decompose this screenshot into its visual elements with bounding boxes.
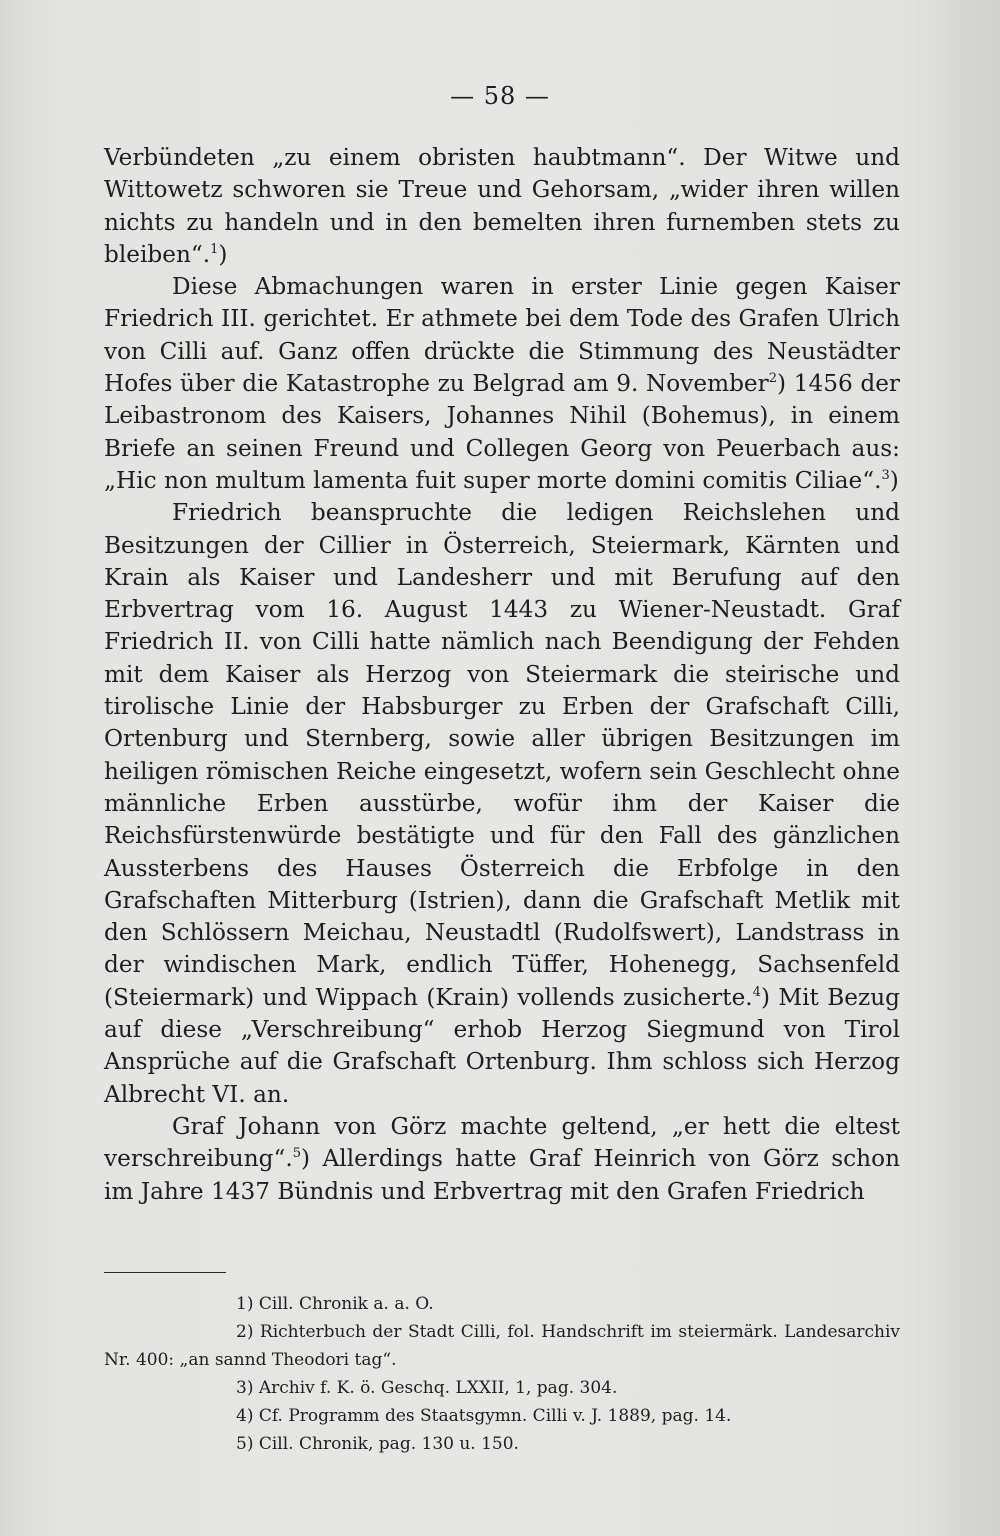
footnote-3-text: Archiv f. K. ö. Geschq. LXXII, 1, pag. 304.	[253, 1378, 618, 1398]
paragraph-2-text-cont: 1456 der Leibastronom des Kaisers, Johannes Nihil (Bohemus), in einem Briefe an seinen Freund und Collegen Georg von Peuerbach aus: „Hic non multum lamenta fuit super morte domini comitis Ciliae“.	[104, 370, 900, 494]
footnote-5-mark: 5)	[236, 1434, 254, 1454]
page-number: — 58 —	[450, 82, 550, 110]
footnote-ref-2-paren: )	[777, 370, 787, 398]
footnote-ref-5-paren: )	[301, 1145, 311, 1173]
footnote-3-mark: 3)	[236, 1378, 254, 1398]
paragraph-1	[104, 142, 900, 271]
footnote-4	[104, 1402, 900, 1430]
footnote-ref-1-paren: )	[218, 240, 228, 268]
footnote-2	[104, 1318, 900, 1374]
footnote-ref-3: 3	[881, 467, 890, 483]
footnote-ref-1: 1	[210, 241, 219, 257]
footnote-4-text: Cf. Programm des Staatsgymn. Cilli v. J. 1889, pag. 14.	[253, 1406, 732, 1426]
footnote-3	[104, 1374, 900, 1402]
footnote-ref-2: 2	[768, 371, 777, 387]
paragraph-3-text: Friedrich beanspruchte die ledigen Reichslehen und Besitzungen der Cillier in Österreich, Steiermark, Kärnten und Krain als Kaiser und Landesherr und mit Berufung auf den Erbvertrag vom 16. August 1443 zu Wiener-Neustadt. Graf Friedrich II. von Cilli hatte nämlich nach Beendigung der Fehden mit dem Kaiser als Herzog von Steiermark die steirische und tirolische Linie der Habsburger zu Erben der Grafschaft Cilli, Ortenburg und Sternberg, sowie aller übrigen Besitzungen im heiligen römischen Reiche eingesetzt, wofern sein Geschlecht ohne männliche Erben ausstürbe, wofür ihm der Kaiser die Reichsfürstenwürde bestätigte und für den Fall des gänzlichen Aussterbens des Hauses Österreich die Erbfolge in den Grafschaften Mitterburg (Istrien), dann die Grafschaft Metlik mit den Schlössern Meichau, Neustadtl (Rudolfswert), Landstrass in der windischen Mark, endlich Tüffer, Hohenegg, Sachsenfeld (Steiermark) und Wippach (Krain) vollends zusicherte.	[104, 499, 900, 1011]
paragraph-2-text: Diese Abmachungen waren in erster Linie gegen Kaiser Friedrich III. gerichtet. Er athmete bei dem Tode des Grafen Ulrich von Cilli auf. Ganz offen drückte die Stimmung des Neustädter Hofes über die Katastrophe zu Belgrad am 9. November	[104, 273, 900, 398]
footnote-ref-5: 5	[292, 1146, 302, 1162]
paragraph-2	[104, 271, 900, 497]
footnote-1-mark: 1)	[236, 1294, 254, 1314]
footnote-2-mark: 2)	[236, 1322, 254, 1342]
paragraph-3-text-cont: Mit Bezug auf diese „Verschreibung“ erhob Herzog Siegmund von Tirol Ansprüche auf die Grafschaft Ortenburg. Ihm schloss sich Herzog Albrecht VI. an.	[104, 983, 900, 1108]
footnote-ref-4: 4	[752, 984, 761, 1000]
footnote-ref-4-paren: )	[760, 983, 770, 1011]
body-text	[104, 142, 900, 1208]
footnote-ref-3-paren: )	[889, 466, 899, 494]
footnote-5-text: Cill. Chronik, pag. 130 u. 150.	[253, 1434, 519, 1454]
paragraph-4-text: Graf Johann von Görz machte geltend, „er hett die eltest verschreibung“.	[104, 1112, 900, 1173]
paragraph-3	[104, 497, 900, 1111]
footnotes	[104, 1290, 900, 1458]
paragraph-1-text: Verbündeten „zu einem obristen haubtmann“. Der Witwe und Wittowetz schworen sie Treue und Gehorsam, „wider ihren willen nichts zu handeln und in den bemelten ihren furnemben stets zu bleiben“.	[104, 144, 900, 268]
paragraph-4	[104, 1111, 900, 1208]
footnote-4-mark: 4)	[236, 1406, 254, 1426]
footnote-1-text: Cill. Chronik a. a. O.	[253, 1294, 434, 1314]
paragraph-4-text-cont: Allerdings hatte Graf Heinrich von Görz schon im Jahre 1437 Bündnis und Erbvertrag mit den Grafen Friedrich	[104, 1145, 900, 1205]
footnote-divider	[104, 1272, 226, 1273]
footnote-2-text: Richterbuch der Stadt Cilli, fol. Handschrift im steiermärk. Landesarchiv Nr. 400: „an sannd Theodori tag“.	[104, 1322, 900, 1370]
footnote-5	[104, 1430, 900, 1458]
footnote-1	[104, 1290, 900, 1318]
